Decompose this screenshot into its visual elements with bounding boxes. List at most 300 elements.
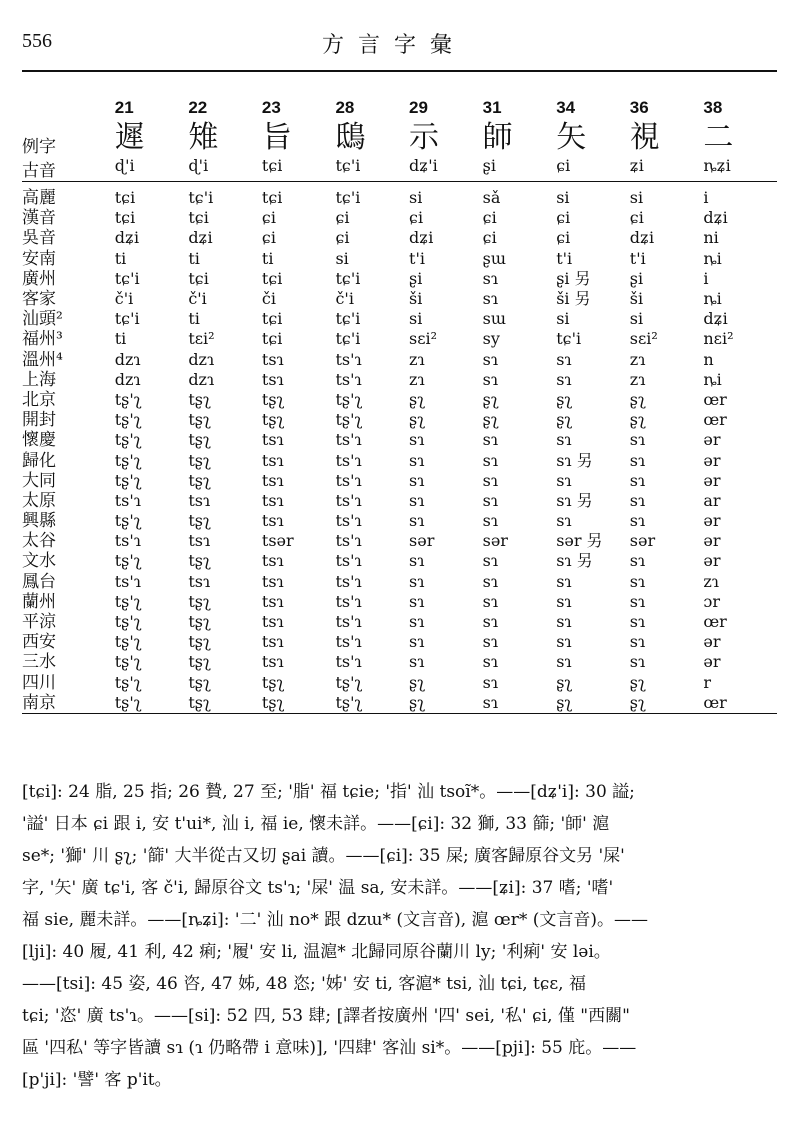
- dialect-name: 上海: [22, 369, 56, 390]
- table-cell: ʂʅ: [482, 389, 499, 409]
- table-cell: tsɿ: [261, 551, 284, 571]
- table-cell: sy: [482, 329, 500, 349]
- table-cell: r: [703, 672, 712, 692]
- table-cell: sɿ: [482, 511, 499, 531]
- note-line: [lji]: 40 履, 41 利, 42 痢; '履' 安 li, 温滬* 北歸同原谷蘭川 ly; '利痢' 安 ləi。: [22, 942, 611, 962]
- table-cell: tɕi: [188, 208, 209, 228]
- table-cell: tʂ'ʅ: [114, 632, 142, 652]
- example-char: 示: [409, 120, 440, 155]
- dialect-name: 安南: [22, 248, 56, 269]
- table-cell: ʂʅ: [482, 410, 499, 430]
- column-number: 23: [261, 98, 281, 117]
- table-cell: t'i: [556, 248, 573, 268]
- example-char: 鴟: [335, 120, 366, 155]
- table-cell: sɿ: [409, 511, 425, 531]
- note-line: 區 '四私' 等字皆讀 sɿ (ɿ 仍略帶 i 意味)], '四肆' 客汕 si*。——[pji]: 55 庇。——: [22, 1038, 637, 1058]
- column-number: 31: [482, 98, 502, 117]
- table-cell: tʂ'ʅ: [114, 410, 142, 430]
- table-cell: zɿ: [409, 369, 425, 389]
- table-cell: ɕi: [335, 228, 350, 248]
- table-cell: sɿ: [556, 612, 572, 632]
- table-cell: tsɿ: [261, 349, 284, 369]
- example-char: 遲: [114, 120, 145, 155]
- table-cell: tsɿ: [188, 571, 211, 591]
- dialect-name: 文水: [22, 551, 56, 572]
- table-cell: sɿ: [482, 470, 499, 490]
- table-cell: sɿ: [482, 430, 499, 450]
- table-cell: ɕi: [629, 208, 644, 228]
- example-char: 視: [629, 120, 660, 155]
- table-cell: tʂʅ: [188, 511, 211, 531]
- table-row: [22, 531, 777, 551]
- table-cell: tɕi: [114, 208, 136, 228]
- table-cell: tʂ'ʅ: [114, 470, 142, 490]
- example-char: 師: [482, 120, 513, 155]
- table-cell: tsɿ: [188, 531, 211, 551]
- table-cell: tɛi²: [188, 329, 215, 349]
- note-line: ——[tsi]: 45 姿, 46 咨, 47 姊, 48 恣; '姊' 安 ti, 客滬* tsi, 汕 tɕi, tɕɛ, 福: [22, 974, 586, 994]
- table-cell: tsɿ: [261, 369, 284, 389]
- table-cell: tʂʅ: [261, 672, 285, 692]
- table-cell: ɕi: [261, 208, 276, 228]
- table-cell: tʂ'ʅ: [114, 692, 142, 712]
- table-cell: ʂʅ: [556, 410, 573, 430]
- table-cell: ʂʅ: [409, 692, 426, 712]
- table-cell: dzɿ: [188, 369, 215, 389]
- table-cell: dʑi: [409, 228, 434, 248]
- table-row: [22, 269, 777, 289]
- note-line: [p'ji]: '譬' 客 p'it。: [22, 1070, 172, 1090]
- table-cell: sɿ: [556, 511, 572, 531]
- table-cell: t'i: [409, 248, 425, 268]
- table-cell: ʂʅ: [629, 692, 646, 712]
- table-cell: ts'ɿ: [335, 632, 362, 652]
- table-cell: œr: [703, 410, 727, 430]
- table-row: [22, 329, 777, 349]
- table-cell: sɿ: [556, 632, 572, 652]
- table-cell: ts'ɿ: [335, 551, 362, 571]
- dialect-name: 高麗: [22, 188, 56, 209]
- label-example: 例字: [22, 137, 56, 156]
- table-row: [22, 350, 777, 370]
- table-cell: ər: [703, 470, 721, 490]
- table-cell: sɿ: [629, 490, 646, 510]
- table-cell: sɿ: [409, 571, 425, 591]
- table-cell: tɕ'i: [114, 268, 140, 288]
- table-cell: sɿ: [482, 349, 499, 369]
- table-cell: sɿ: [409, 450, 425, 470]
- table-cell: sɿ: [629, 551, 646, 571]
- table-cell: č'i: [335, 289, 354, 309]
- table-cell: sɿ: [556, 430, 572, 450]
- dialect-table: [22, 96, 777, 718]
- ancient-sound: ʂi: [483, 156, 557, 182]
- table-cell: ʂʅ: [556, 672, 573, 692]
- table-cell: či: [261, 289, 276, 309]
- table-cell: sɿ: [556, 571, 572, 591]
- table-cell: tsɿ: [261, 571, 284, 591]
- table-row: [22, 289, 777, 309]
- table-cell: tʂ'ʅ: [114, 612, 142, 632]
- table-cell: zɿ: [629, 369, 646, 389]
- dialect-name: 平涼: [22, 612, 56, 633]
- table-row: [22, 309, 777, 329]
- table-cell: tɕi: [261, 329, 283, 349]
- table-row: [22, 551, 777, 571]
- table-cell: ʂi: [629, 268, 644, 288]
- table-cell: sɿ: [629, 652, 646, 672]
- table-cell: tʂ'ʅ: [114, 551, 142, 571]
- ancient-sound: ɖ'i: [115, 156, 189, 182]
- ancient-sound-row: [22, 156, 777, 182]
- table-cell: sər: [482, 531, 508, 551]
- table-cell: ti: [114, 248, 127, 268]
- dialect-name: 歸化: [22, 450, 56, 471]
- table-cell: sǎ: [482, 188, 501, 208]
- table-cell: t'i: [629, 248, 646, 268]
- table-cell: sɿ: [629, 470, 646, 490]
- table-cell: dzɿ: [114, 369, 141, 389]
- table-cell: zɿ: [703, 571, 720, 591]
- table-cell: sɿ: [482, 490, 499, 510]
- table-cell: zɿ: [629, 349, 646, 369]
- table-cell: ʂi: [409, 268, 423, 288]
- table-cell: tsər: [261, 531, 294, 551]
- table-cell: tʂʅ: [188, 410, 211, 430]
- table-cell: zɿ: [409, 349, 425, 369]
- table-row: [22, 410, 777, 430]
- table-cell: ʂʅ: [556, 692, 573, 712]
- table-cell: ni: [703, 228, 719, 248]
- table-cell: sɿ 另: [556, 551, 593, 571]
- table-cell: tɕ'i: [335, 188, 361, 208]
- table-row: [22, 592, 777, 612]
- table-row: [22, 693, 777, 714]
- table-cell: sɿ: [629, 511, 646, 531]
- table-cell: tʂ'ʅ: [335, 692, 363, 712]
- table-cell: tʂʅ: [188, 652, 211, 672]
- table-cell: tʂʅ: [261, 389, 285, 409]
- example-char-row: [22, 120, 777, 156]
- table-cell: ts'ɿ: [335, 612, 362, 632]
- table-cell: tsɿ: [261, 652, 284, 672]
- table-cell: ɕi: [482, 228, 497, 248]
- dialect-name: 蘭州: [22, 591, 56, 612]
- table-cell: si: [629, 188, 644, 208]
- table-cell: tʂʅ: [188, 672, 211, 692]
- table-cell: tʂʅ: [261, 692, 285, 712]
- table-cell: ər: [703, 551, 721, 571]
- table-cell: tʂ'ʅ: [335, 389, 363, 409]
- table-cell: ti: [261, 248, 274, 268]
- dialect-name: 溫州⁴: [22, 349, 63, 370]
- note-line: se*; '獅' 川 ʂʅ; '篩' 大半從古又切 ʂai 讀。——[ɕi]: 35 屎; 廣客歸原谷文另 '屎': [22, 846, 625, 866]
- table-row: [22, 491, 777, 511]
- column-number: 21: [114, 98, 134, 117]
- table-cell: ər: [703, 511, 721, 531]
- table-cell: tʂ'ʅ: [114, 672, 142, 692]
- dialect-name: 汕頭²: [22, 309, 63, 330]
- table-cell: ʂʅ: [629, 389, 646, 409]
- table-cell: sɿ: [482, 591, 499, 611]
- table-cell: ər: [703, 450, 721, 470]
- table-cell: ti: [114, 329, 127, 349]
- dialect-name: 懷慶: [22, 430, 56, 451]
- dialect-name: 北京: [22, 389, 56, 410]
- table-cell: sɿ: [556, 591, 572, 611]
- table-cell: dzɿ: [114, 349, 141, 369]
- table-cell: tsɿ: [261, 450, 284, 470]
- table-cell: tʂʅ: [188, 591, 211, 611]
- table-row: [22, 450, 777, 470]
- table-cell: tsɿ: [188, 490, 211, 510]
- table-cell: tʂʅ: [188, 692, 211, 712]
- table-cell: tʂʅ: [261, 410, 285, 430]
- table-cell: tʂ'ʅ: [335, 410, 363, 430]
- note-line: 福 sie, 麗未詳。——[ȵʑi]: '二' 汕 no* 跟 dzɯ* (文言音), 滬 œr* (文言音)。——: [22, 910, 649, 930]
- table-cell: tsɿ: [261, 430, 284, 450]
- table-cell: č'i: [188, 289, 207, 309]
- table-cell: tʂ'ʅ: [114, 450, 142, 470]
- example-char: 二: [703, 120, 734, 155]
- table-cell: ar: [703, 490, 721, 510]
- table-cell: ɕi: [482, 208, 497, 228]
- table-cell: si: [556, 309, 570, 329]
- note-line: [tɕi]: 24 脂, 25 指; 26 贄, 27 至; '脂' 福 tɕie; '指' 汕 tsoĩ*。——[dʑ'i]: 30 謚;: [22, 782, 635, 802]
- table-cell: ɕi: [261, 228, 276, 248]
- table-row: [22, 572, 777, 592]
- table-cell: ʂʅ: [629, 672, 646, 692]
- table-cell: tʂʅ: [188, 632, 211, 652]
- table-cell: sɿ: [482, 369, 499, 389]
- example-char: 雉: [188, 120, 219, 155]
- table-cell: sɿ: [629, 612, 646, 632]
- footnotes: [22, 776, 777, 1096]
- table-cell: sɛi²: [629, 329, 658, 349]
- table-cell: tɕ'i: [556, 329, 582, 349]
- table-row: [22, 632, 777, 652]
- table-row: [22, 673, 777, 693]
- table-cell: ti: [188, 248, 200, 268]
- table-cell: ts'ɿ: [335, 652, 362, 672]
- table-cell: œr: [703, 612, 727, 632]
- example-char: 旨: [261, 120, 292, 155]
- table-cell: ʂʅ: [409, 672, 426, 692]
- table-cell: tsɿ: [261, 632, 284, 652]
- column-number: 22: [188, 98, 208, 117]
- page-number: 556: [22, 30, 52, 52]
- table-cell: ts'ɿ: [114, 490, 142, 510]
- table-cell: sɛi²: [409, 329, 438, 349]
- table-cell: tʂʅ: [188, 551, 211, 571]
- table-cell: tɕi: [261, 309, 283, 329]
- table-cell: ɔr: [703, 591, 720, 611]
- table-cell: tɕ'i: [188, 188, 214, 208]
- table-cell: ts'ɿ: [114, 571, 142, 591]
- table-cell: tsɿ: [261, 591, 284, 611]
- table-cell: ʂʅ: [409, 389, 426, 409]
- table-cell: ši: [629, 289, 644, 309]
- table-cell: si: [335, 248, 349, 268]
- table-cell: tɕi: [188, 268, 209, 288]
- note-line: 字, '矢' 廣 tɕ'i, 客 č'i, 歸原谷文 ts'ɿ; '屎' 温 sa, 安未詳。——[ʑi]: 37 嗜; '嗜': [22, 878, 614, 898]
- table-cell: tʂ'ʅ: [114, 511, 142, 531]
- table-cell: tɕ'i: [114, 309, 140, 329]
- ancient-sound: dʑ'i: [409, 156, 483, 182]
- table-cell: sər: [629, 531, 656, 551]
- table-cell: sɿ: [482, 268, 499, 288]
- table-cell: ts'ɿ: [335, 571, 362, 591]
- table-cell: ər: [703, 531, 721, 551]
- table-cell: sɿ 另: [556, 450, 593, 470]
- table-cell: sər 另: [556, 531, 603, 551]
- table-cell: ts'ɿ: [335, 349, 362, 369]
- table-cell: sɿ: [482, 632, 499, 652]
- table-cell: sɿ: [482, 672, 499, 692]
- table-cell: sɿ: [482, 652, 499, 672]
- table-cell: tsɿ: [261, 511, 284, 531]
- table-cell: sɿ: [409, 632, 425, 652]
- table-cell: tʂ'ʅ: [114, 652, 142, 672]
- table-cell: nɛi²: [703, 329, 734, 349]
- table-cell: ts'ɿ: [335, 450, 362, 470]
- dialect-name: 興縣: [22, 511, 56, 532]
- table-cell: ʂʅ: [556, 389, 573, 409]
- table-cell: i: [703, 268, 709, 288]
- table-row: [22, 249, 777, 269]
- table-cell: dʑi: [629, 228, 655, 248]
- table-cell: ər: [703, 632, 721, 652]
- table-cell: ʂʅ: [629, 410, 646, 430]
- table-cell: i: [703, 188, 709, 208]
- table-cell: ɕi: [335, 208, 350, 228]
- table-row: [22, 228, 777, 248]
- table-cell: ts'ɿ: [335, 531, 362, 551]
- table-cell: ts'ɿ: [335, 490, 362, 510]
- table-cell: ts'ɿ: [335, 470, 362, 490]
- table-cell: sɿ: [629, 430, 646, 450]
- column-number: 36: [629, 98, 649, 117]
- column-number: 34: [556, 98, 576, 117]
- table-cell: sɿ: [556, 652, 572, 672]
- table-cell: œr: [703, 389, 727, 409]
- table-cell: ts'ɿ: [114, 531, 142, 551]
- label-ancient: 古音: [22, 156, 115, 182]
- dialect-name: 廣州: [22, 268, 56, 289]
- table-cell: sɿ: [409, 430, 425, 450]
- table-cell: tsɿ: [261, 612, 284, 632]
- column-number: 28: [335, 98, 355, 117]
- table-row: [22, 612, 777, 632]
- note-line: '謚' 日本 ɕi 跟 i, 安 t'ui*, 汕 i, 福 ie, 懷未詳。——[ɕi]: 32 獅, 33 篩; '師' 滬: [22, 814, 610, 834]
- dialect-name: 西安: [22, 632, 56, 653]
- table-cell: tsɿ: [261, 490, 284, 510]
- table-cell: si: [556, 188, 570, 208]
- table-cell: ts'ɿ: [335, 511, 362, 531]
- page-title: 方言字彙: [322, 33, 467, 58]
- table-cell: sɿ: [629, 632, 646, 652]
- ancient-sound: ʑi: [630, 156, 704, 182]
- table-cell: sɿ: [409, 652, 425, 672]
- table-cell: sɿ 另: [556, 490, 593, 510]
- dialect-name: 開封: [22, 410, 56, 431]
- table-cell: ɕi: [409, 208, 424, 228]
- table-cell: si: [409, 309, 423, 329]
- table-cell: sɿ: [482, 571, 499, 591]
- table-cell: sɯ: [482, 309, 507, 329]
- column-number: 38: [703, 98, 723, 117]
- table-cell: ts'ɿ: [335, 591, 362, 611]
- table-cell: ȵi: [703, 289, 722, 309]
- table-cell: ɕi: [556, 228, 571, 248]
- table-row: [22, 430, 777, 450]
- dialect-name: 漢音: [22, 208, 56, 229]
- dialect-name: 鳳台: [22, 571, 56, 592]
- table-cell: sɿ: [629, 571, 646, 591]
- table-cell: tʂʅ: [188, 450, 211, 470]
- table-cell: tɕ'i: [335, 329, 361, 349]
- ancient-sound: tɕ'i: [335, 156, 409, 182]
- table-cell: sɿ: [409, 591, 425, 611]
- dialect-name: 吳音: [22, 228, 56, 249]
- table-row: [22, 390, 777, 410]
- table-cell: ȵi: [703, 369, 722, 389]
- table-cell: ər: [703, 430, 721, 450]
- example-char: 矢: [556, 120, 587, 155]
- table-cell: č'i: [114, 289, 134, 309]
- table-cell: ts'ɿ: [335, 430, 362, 450]
- table-cell: ši: [409, 289, 423, 309]
- dialect-name: 四川: [22, 672, 56, 693]
- table-cell: sɿ: [409, 612, 425, 632]
- table-cell: dʑi: [703, 208, 728, 228]
- column-number-row: [22, 96, 777, 120]
- table-cell: sɿ: [556, 349, 572, 369]
- table-cell: sɿ: [409, 551, 425, 571]
- table-cell: ɕi: [556, 208, 571, 228]
- table-cell: tʂ'ʅ: [114, 591, 142, 611]
- table-cell: tʂ'ʅ: [335, 672, 363, 692]
- ancient-sound: tɕi: [262, 156, 336, 182]
- note-line: tɕi; '恣' 廣 ts'ɿ。——[si]: 52 四, 53 肆; [譯者按廣州 '四' sei, '私' ɕi, 僅 "西關": [22, 1006, 630, 1026]
- dialect-name: 太原: [22, 490, 56, 511]
- table-row: [22, 370, 777, 390]
- table-cell: si: [629, 309, 644, 329]
- ancient-sound: ɖ'i: [188, 156, 262, 182]
- table-cell: ts'ɿ: [335, 369, 362, 389]
- table-row: [22, 511, 777, 531]
- table-cell: tɕ'i: [335, 309, 361, 329]
- table-cell: dʑi: [114, 228, 140, 248]
- dialect-name: 大同: [22, 470, 56, 491]
- table-row: [22, 188, 777, 208]
- table-cell: ʂʅ: [409, 410, 426, 430]
- dialect-name: 太谷: [22, 531, 56, 552]
- table-cell: sɿ: [482, 612, 499, 632]
- table-row: [22, 208, 777, 228]
- table-cell: sɿ: [629, 591, 646, 611]
- table-cell: ʂɯ: [482, 248, 507, 268]
- table-cell: dʑi: [188, 228, 213, 248]
- ancient-sound: ȵʑi: [703, 156, 777, 182]
- dialect-name: 南京: [22, 692, 56, 713]
- table-cell: tɕi: [261, 268, 283, 288]
- column-number: 29: [409, 98, 428, 117]
- table-cell: dzɿ: [188, 349, 215, 369]
- dialect-name: 客家: [22, 289, 56, 310]
- table-cell: sɿ: [482, 450, 499, 470]
- table-cell: n: [703, 349, 714, 369]
